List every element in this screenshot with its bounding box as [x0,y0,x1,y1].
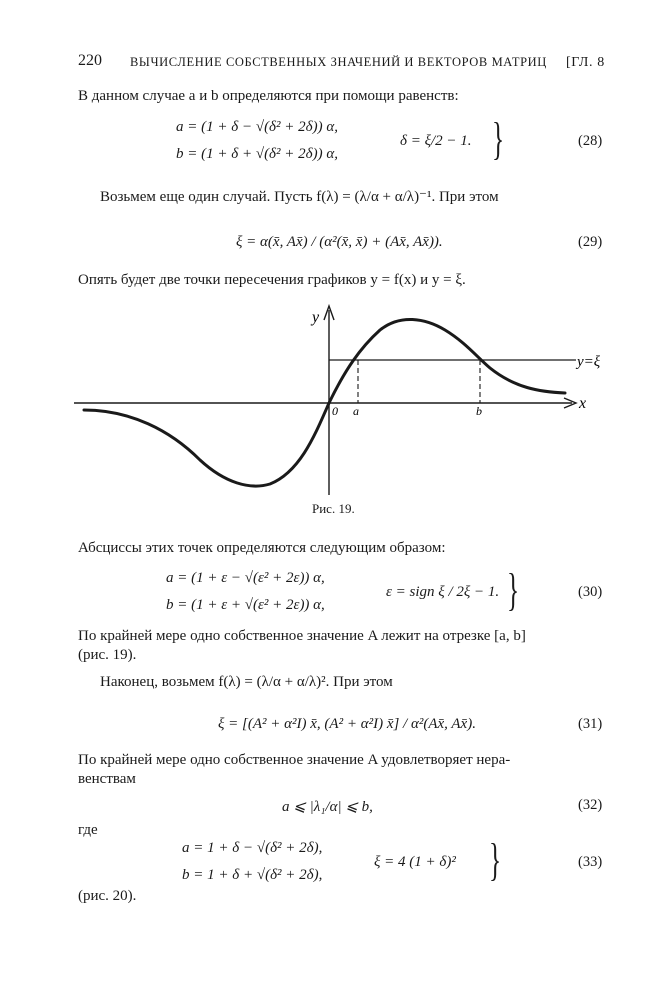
eq32-formula: a ⩽ |λ₁/α| ⩽ b, [282,799,373,815]
eq29-formula: ξ = α(x̄, Ax̄) / (α²(x̄, x̄) + (Ax̄, Ax̄)). [236,234,443,250]
eq30-brace-icon: } [507,564,520,615]
paragraph-5-line-2: (рис. 19). [78,647,137,663]
eq31-number: (31) [578,716,603,732]
eq33-xi: ξ = 4 (1 + δ)² [374,854,456,870]
eq33-line-b: b = 1 + δ + √(δ² + 2δ), [182,867,323,883]
chapter-marker: [ГЛ. 8 [566,55,605,70]
eq30-line-a: a = (1 + ε − √(ε² + 2ε)) α, [166,570,325,586]
paragraph-3: Опять будет две точки пересечения графиков y = f(x) и y = ξ. [78,272,466,288]
eq33-number: (33) [578,854,603,870]
paragraph-6: Наконец, возьмем f(λ) = (λ/α + α/λ)². При этом [100,674,393,690]
page-number: 220 [78,52,102,69]
eq30-number: (30) [578,584,603,600]
eq33-line-a: a = 1 + δ − √(δ² + 2δ), [182,840,323,856]
paragraph-7-line-1: По крайней мере одно собственное значение A удовлетворяет нера- [78,752,511,768]
xi-line-label: y=ξ [577,354,600,370]
eq28-line-b: b = (1 + δ + √(δ² + 2δ)) α, [176,146,338,162]
eq28-delta: δ = ξ/2 − 1. [400,133,472,149]
eq28-number: (28) [578,133,603,149]
eq31-formula: ξ = [(A² + α²I) x̄, (A² + α²I) x̄] / α²(Ax̄, Ax̄). [218,716,476,732]
paragraph-8: где [78,822,98,838]
running-title: ВЫЧИСЛЕНИЕ СОБСТВЕННЫХ ЗНАЧЕНИЙ И ВЕКТОРОВ МАТРИЦ [130,55,547,69]
point-b-label: b [476,404,482,418]
eq29-number: (29) [578,234,603,250]
eq33-brace-icon: } [489,834,502,885]
paragraph-1: В данном случае a и b определяются при помощи равенств: [78,88,459,104]
eq30-line-b: b = (1 + ε + √(ε² + 2ε)) α, [166,597,325,613]
figure-caption: Рис. 19. [312,501,355,516]
paragraph-9: (рис. 20). [78,888,137,904]
y-axis-label: y [312,309,320,326]
origin-label: 0 [332,404,338,418]
figure-19 [60,300,600,500]
eq30-epsilon: ε = sign ξ / 2ξ − 1. [386,584,500,600]
paragraph-4: Абсциссы этих точек определяются следующим образом: [78,540,446,556]
paragraph-7-line-2: венствам [78,771,136,787]
x-axis-label: x [579,395,587,412]
eq28-line-a: a = (1 + δ − √(δ² + 2δ)) α, [176,119,338,135]
eq28-brace-icon: } [492,113,505,164]
point-a-label: a [353,404,359,418]
paragraph-5-line-1: По крайней мере одно собственное значение A лежит на отрезке [a, b] [78,628,526,644]
eq32-number: (32) [578,797,603,813]
paragraph-2: Возьмем еще один случай. Пусть f(λ) = (λ/α + α/λ)⁻¹. При этом [100,189,499,205]
